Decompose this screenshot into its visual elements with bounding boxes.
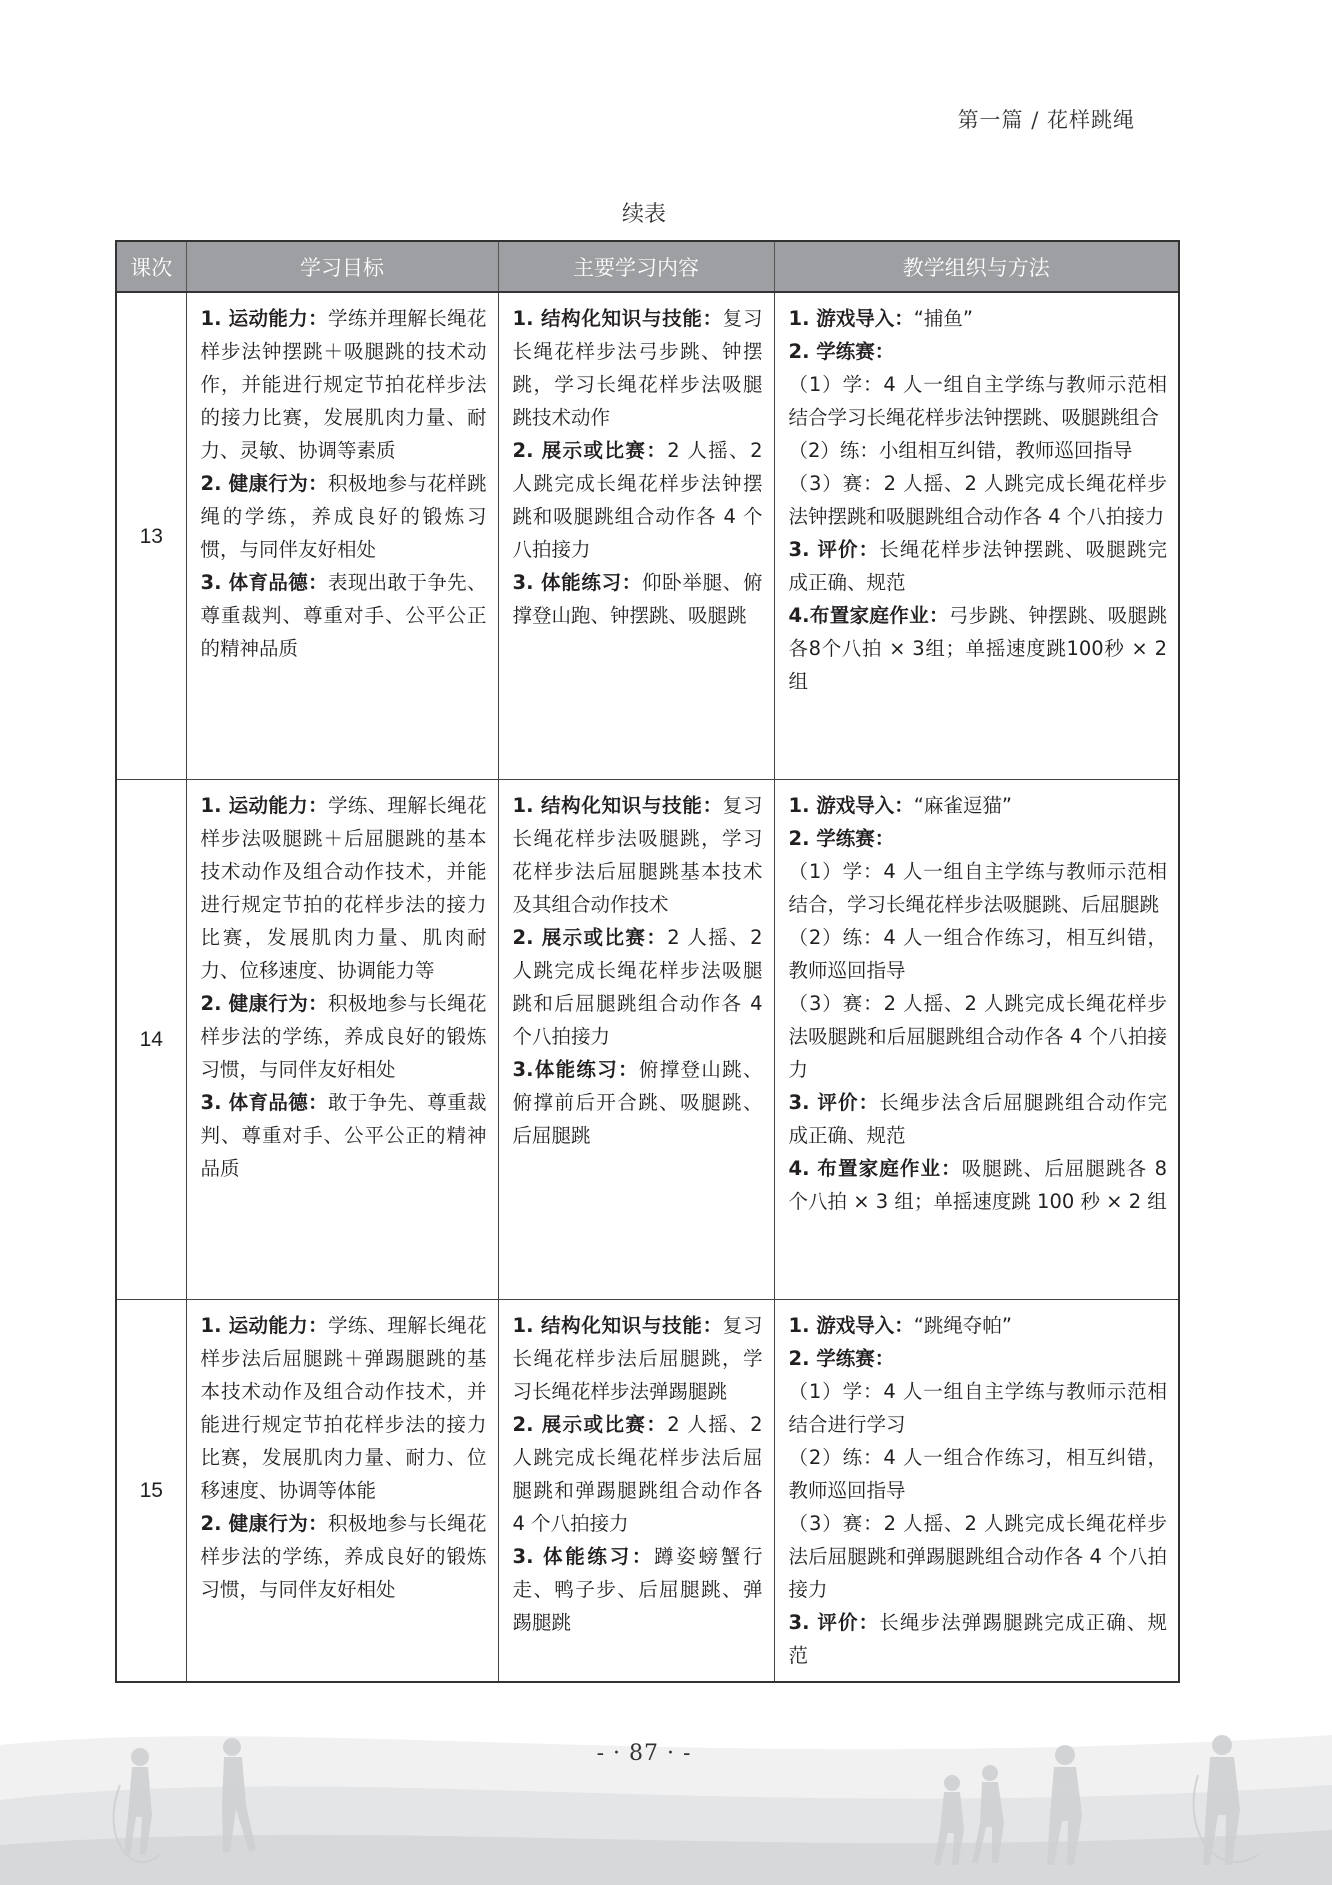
lesson-number: 14	[116, 780, 186, 1300]
method-item: （1）学：4 人一组自主学练与教师示范相结合，学习长绳花样步法吸腿跳、后屈腿跳	[788, 860, 1167, 916]
table-row	[116, 292, 1179, 780]
lesson-plan-table	[115, 240, 1180, 1683]
header-methods: 教学组织与方法	[774, 241, 1179, 292]
goal-item: 2. 健康行为：积极地参与长绳花样步法的学练，养成良好的锻炼习惯，与同伴友好相处	[200, 992, 487, 1081]
method-item: 3. 评价：长绳花样步法钟摆跳、吸腿跳完成正确、规范	[788, 538, 1167, 594]
method-item: 2. 学练赛：	[788, 827, 895, 850]
footer-decoration	[0, 1705, 1332, 1885]
goals-cell	[186, 1300, 498, 1683]
table-row	[116, 780, 1179, 1300]
table-header-row	[116, 241, 1179, 292]
method-item: 3. 评价：长绳步法弹踢腿跳完成正确、规范	[788, 1611, 1167, 1667]
goal-item: 1. 运动能力：学练并理解长绳花样步法钟摆跳＋吸腿跳的技术动作，并能进行规定节拍花样步法的接力比赛，发展肌肉力量、耐力、灵敏、协调等素质	[200, 307, 487, 462]
header-lesson: 课次	[116, 241, 186, 292]
content-item: 2. 展示或比赛：2 人摇、2 人跳完成长绳花样步法钟摆跳和吸腿跳组合动作各 4 个八拍接力	[512, 439, 763, 561]
goal-item: 2. 健康行为：积极地参与花样跳绳的学练，养成良好的锻炼习惯，与同伴友好相处	[200, 472, 487, 561]
goal-item: 1. 运动能力：学练、理解长绳花样步法吸腿跳＋后屈腿跳的基本技术动作及组合动作技术，并能进行规定节拍的花样步法的接力比赛，发展肌肉力量、肌肉耐力、位移速度、协调能力等	[200, 794, 487, 982]
content-item: 2. 展示或比赛：2 人摇、2 人跳完成长绳花样步法后屈腿跳和弹踢腿跳组合动作各 4 个八拍接力	[512, 1413, 763, 1535]
methods-cell	[774, 1300, 1179, 1683]
method-item: 1. 游戏导入：“跳绳夺帕”	[788, 1314, 1012, 1337]
content-item: 3. 体能练习：蹲姿螃蟹行走、鸭子步、后屈腿跳、弹踢腿跳	[512, 1545, 763, 1634]
method-item: （3）赛：2 人摇、2 人跳完成长绳花样步法后屈腿跳和弹踢腿跳组合动作各 4 个八拍接力	[788, 1512, 1167, 1601]
content-item: 1. 结构化知识与技能：复习长绳花样步法后屈腿跳，学习长绳花样步法弹踢腿跳	[512, 1314, 763, 1403]
goal-item: 3. 体育品德：表现出敢于争先、尊重裁判、尊重对手、公平公正的精神品质	[200, 571, 487, 660]
header-goals: 学习目标	[186, 241, 498, 292]
method-item: 1. 游戏导入：“捕鱼”	[788, 307, 973, 330]
content-item: 1. 结构化知识与技能：复习长绳花样步法弓步跳、钟摆跳，学习长绳花样步法吸腿跳技术动作	[512, 307, 763, 429]
content-item: 2. 展示或比赛：2 人摇、2 人跳完成长绳花样步法吸腿跳和后屈腿跳组合动作各 4 个八拍接力	[512, 926, 763, 1048]
jump-rope-silhouettes-illustration	[0, 1705, 1332, 1885]
method-item: 2. 学练赛：	[788, 340, 895, 363]
content-cell	[498, 292, 774, 780]
method-item: （1）学：4 人一组自主学练与教师示范相结合学习长绳花样步法钟摆跳、吸腿跳组合	[788, 373, 1167, 429]
method-item: （2）练：4 人一组合作练习，相互纠错，教师巡回指导	[788, 926, 1167, 982]
method-item: 2. 学练赛：	[788, 1347, 895, 1370]
lesson-number: 13	[116, 292, 186, 780]
page-number: - · 87 · -	[596, 1741, 692, 1766]
method-item: （2）练：小组相互纠错，教师巡回指导	[788, 439, 1133, 462]
content-item: 3. 体能练习：仰卧举腿、俯撑登山跑、钟摆跳、吸腿跳	[512, 571, 763, 627]
running-head: 第一篇 / 花样跳绳	[957, 108, 1135, 132]
method-item: （3）赛：2 人摇、2 人跳完成长绳花样步法钟摆跳和吸腿跳组合动作各 4 个八拍接力	[788, 472, 1167, 528]
methods-cell	[774, 780, 1179, 1300]
goals-cell	[186, 292, 498, 780]
content-item: 1. 结构化知识与技能：复习长绳花样步法吸腿跳，学习花样步法后屈腿跳基本技术及其组合动作技术	[512, 794, 763, 916]
table-row	[116, 1300, 1179, 1683]
table-caption: 续表	[621, 202, 666, 227]
methods-cell	[774, 292, 1179, 780]
method-item: 4. 布置家庭作业：吸腿跳、后屈腿跳各 8 个八拍 × 3 组；单摇速度跳 100 秒 × 2 组	[788, 1157, 1168, 1213]
header-content: 主要学习内容	[498, 241, 774, 292]
lesson-number: 15	[116, 1300, 186, 1683]
method-item: 4.布置家庭作业：弓步跳、钟摆跳、吸腿跳各8个八拍 × 3组；单摇速度跳100秒 × 2组	[788, 604, 1167, 693]
goals-cell	[186, 780, 498, 1300]
method-item: （2）练：4 人一组合作练习，相互纠错，教师巡回指导	[788, 1446, 1167, 1502]
method-item: （1）学：4 人一组自主学练与教师示范相结合进行学习	[788, 1380, 1167, 1436]
method-item: 3. 评价：长绳步法含后屈腿跳组合动作完成正确、规范	[788, 1091, 1167, 1147]
method-item: 1. 游戏导入：“麻雀逗猫”	[788, 794, 1012, 817]
goal-item: 2. 健康行为：积极地参与长绳花样步法的学练，养成良好的锻炼习惯，与同伴友好相处	[200, 1512, 487, 1601]
content-item: 3.体能练习：俯撑登山跳、俯撑前后开合跳、吸腿跳、后屈腿跳	[512, 1058, 763, 1147]
goal-item: 3. 体育品德：敢于争先、尊重裁判、尊重对手、公平公正的精神品质	[200, 1091, 487, 1180]
content-cell	[498, 780, 774, 1300]
method-item: （3）赛：2 人摇、2 人跳完成长绳花样步法吸腿跳和后屈腿跳组合动作各 4 个八拍接力	[788, 992, 1167, 1081]
goal-item: 1. 运动能力：学练、理解长绳花样步法后屈腿跳＋弹踢腿跳的基本技术动作及组合动作技术，并能进行规定节拍花样步法的接力比赛，发展肌肉力量、耐力、位移速度、协调等体能	[200, 1314, 487, 1502]
content-cell	[498, 1300, 774, 1683]
